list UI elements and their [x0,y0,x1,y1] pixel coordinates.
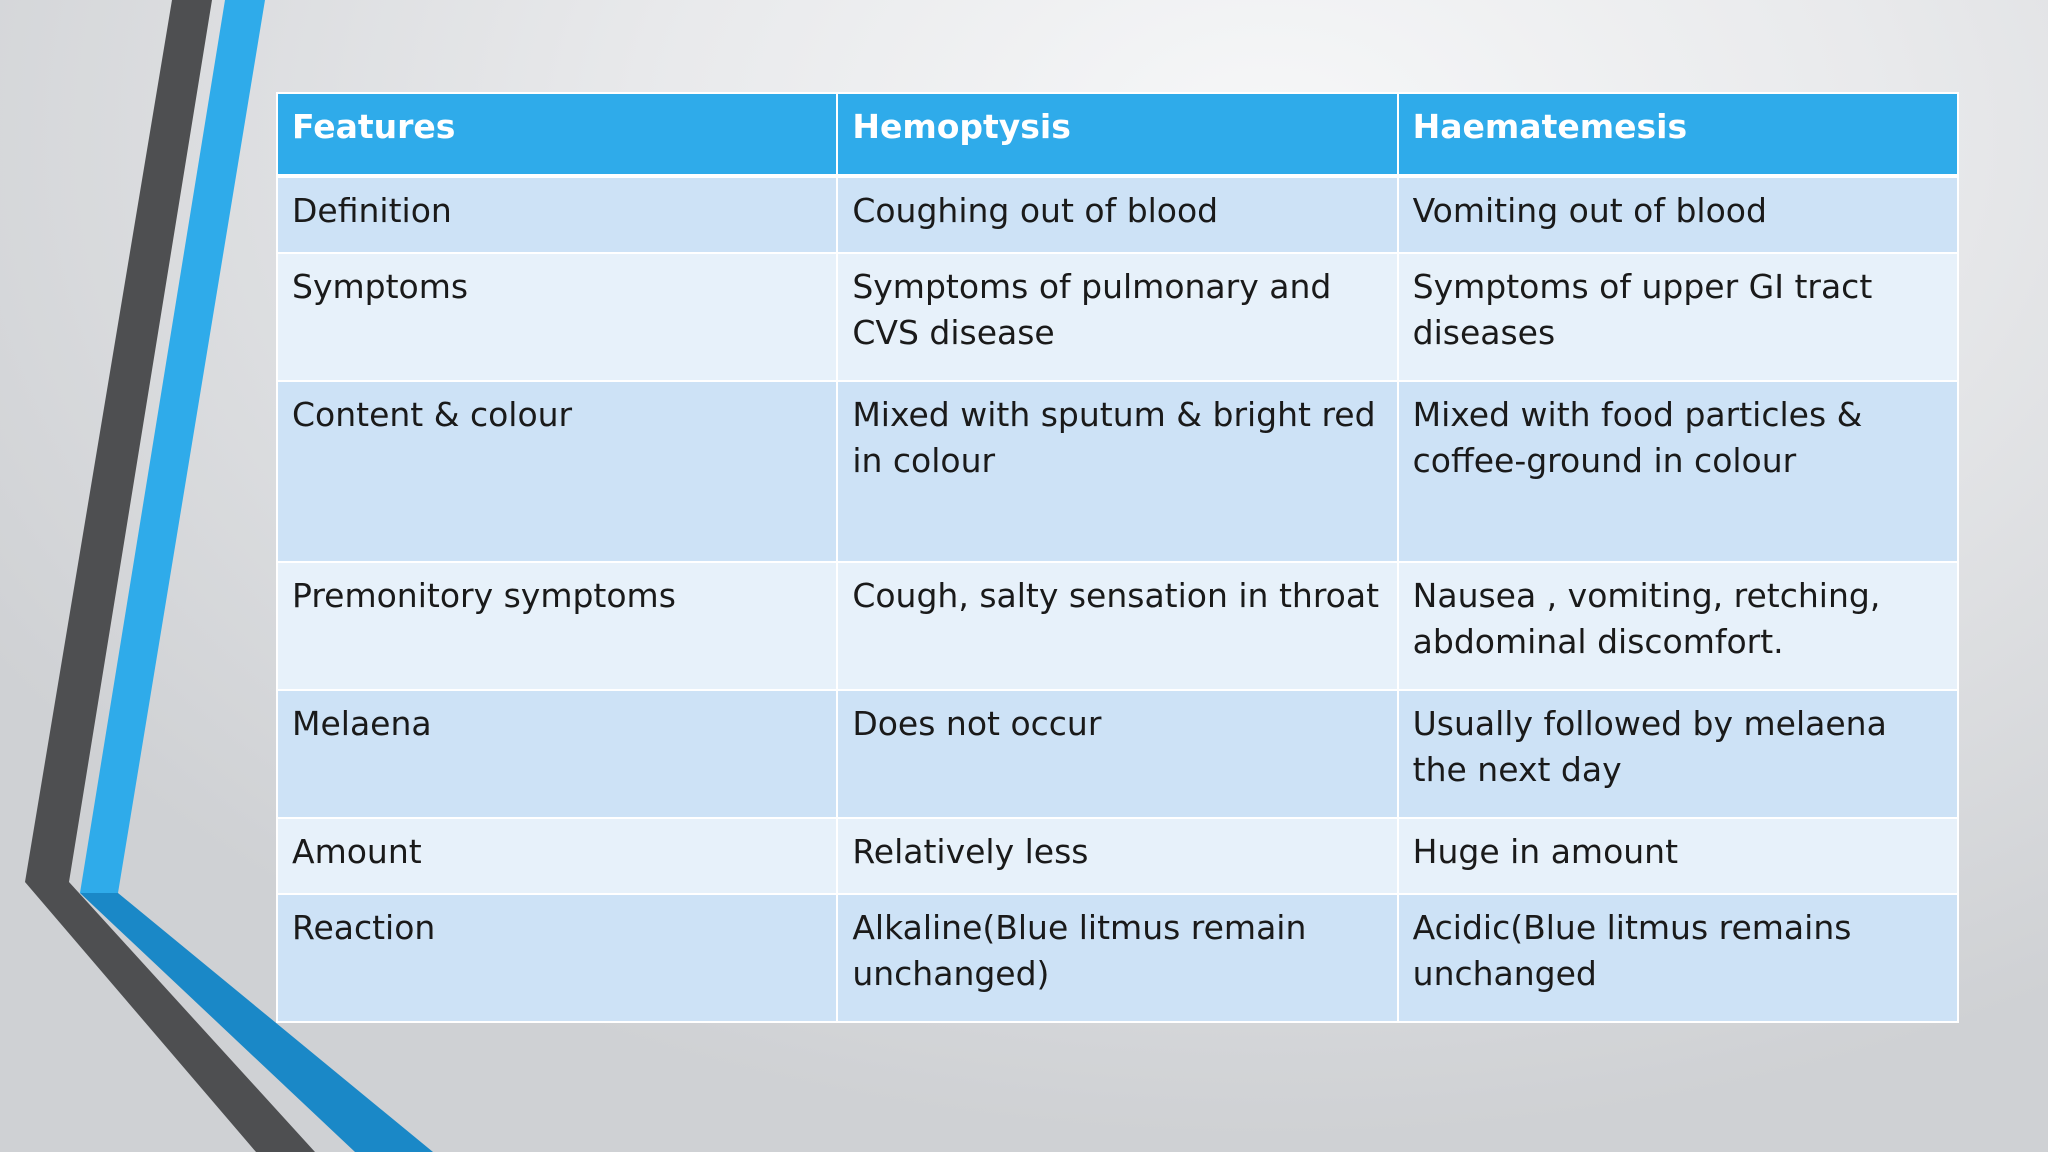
hemoptysis-cell: Coughing out of blood [837,176,1397,253]
hemoptysis-cell: Alkaline(Blue litmus remain unchanged) [837,894,1397,1022]
header-features: Features [277,93,837,176]
hemoptysis-cell: Cough, salty sensation in throat [837,562,1397,690]
table-row [277,894,1958,1022]
feature-cell: Amount [277,818,837,894]
header-hemoptysis: Hemoptysis [837,93,1397,176]
feature-cell: Symptoms [277,253,837,381]
table-row [277,818,1958,894]
haematemesis-cell: Usually followed by melaena the next day [1398,690,1958,818]
haematemesis-cell: Vomiting out of blood [1398,176,1958,253]
feature-cell: Definition [277,176,837,253]
feature-cell: Content & colour [277,381,837,562]
haematemesis-cell: Mixed with food particles & coffee-ground in colour [1398,381,1958,562]
haematemesis-cell: Nausea , vomiting, retching, abdominal discomfort. [1398,562,1958,690]
haematemesis-cell: Huge in amount [1398,818,1958,894]
table-row [277,690,1958,818]
feature-cell: Reaction [277,894,837,1022]
hemoptysis-cell: Mixed with sputum & bright red in colour [837,381,1397,562]
hemoptysis-cell: Relatively less [837,818,1397,894]
haematemesis-cell: Symptoms of upper GI tract diseases [1398,253,1958,381]
hemoptysis-cell: Does not occur [837,690,1397,818]
feature-cell: Melaena [277,690,837,818]
header-haematemesis: Haematemesis [1398,93,1958,176]
table-row [277,253,1958,381]
table-row [277,381,1958,562]
hemoptysis-cell: Symptoms of pulmonary and CVS disease [837,253,1397,381]
comparison-table [276,92,1959,1023]
table-header-row [277,93,1958,176]
table-row [277,562,1958,690]
feature-cell: Premonitory symptoms [277,562,837,690]
haematemesis-cell: Acidic(Blue litmus remains unchanged [1398,894,1958,1022]
table-row [277,176,1958,253]
